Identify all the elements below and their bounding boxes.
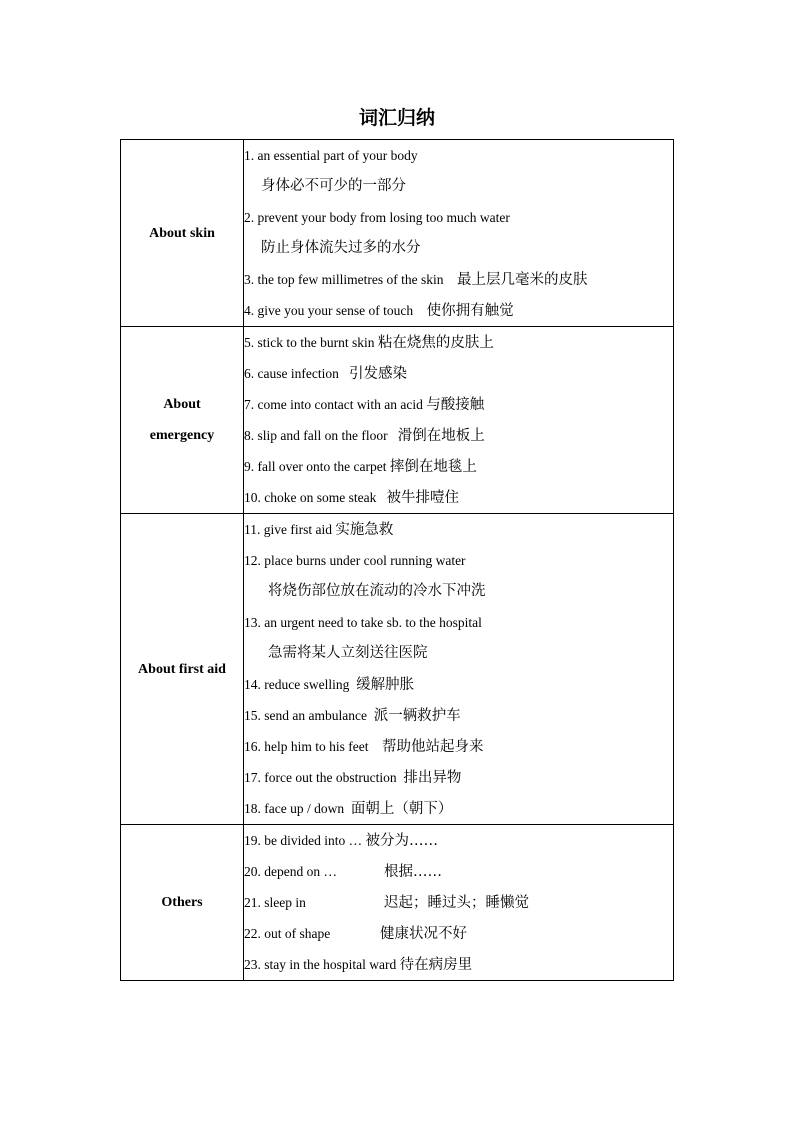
phrase-line: 14. reduce swelling 缓解肿胀: [244, 677, 415, 693]
phrases-cell: [244, 514, 674, 825]
phrase-line: 12. place burns under cool running water: [244, 553, 466, 568]
vocabulary-table: [120, 139, 674, 981]
section-row-skin: [121, 140, 674, 327]
section-row-others: [121, 825, 674, 981]
section-row-emergency: [121, 327, 674, 514]
phrase-line: 18. face up / down 面朝上（朝下）: [244, 801, 453, 817]
category-cell: About emergency: [121, 327, 244, 514]
phrase-line: 7. come into contact with an acid 与酸接触: [244, 397, 485, 413]
phrase-line: 19. be divided into … 被分为……: [244, 833, 438, 849]
phrase-line: 15. send an ambulance 派一辆救护车: [244, 708, 461, 724]
phrase-line: 22. out of shape 健康状况不好: [244, 926, 467, 942]
phrases-cell: [244, 825, 674, 981]
phrase-line: 11. give first aid 实施急救: [244, 522, 394, 538]
phrase-line: 2. prevent your body from losing too much water: [244, 210, 510, 225]
translation-line: 防止身体流失过多的水分: [261, 240, 421, 256]
category-cell: About skin: [121, 140, 244, 327]
phrase-line: 23. stay in the hospital ward 待在病房里: [244, 957, 473, 973]
phrase-line: 9. fall over onto the carpet 摔倒在地毯上: [244, 459, 477, 475]
phrase-line: 6. cause infection 引发感染: [244, 366, 407, 382]
section-row-first-aid: [121, 514, 674, 825]
phrase-line: 4. give you your sense of touch 使你拥有触觉: [244, 303, 514, 319]
phrase-line: 17. force out the obstruction 排出异物: [244, 770, 462, 786]
phrase-line: 13. an urgent need to take sb. to the hospital: [244, 615, 482, 630]
phrase-line: 1. an essential part of your body: [244, 148, 418, 163]
translation-line: 将烧伤部位放在流动的冷水下冲洗: [268, 583, 486, 599]
phrase-line: 3. the top few millimetres of the skin 最上层几毫米的皮肤: [244, 272, 588, 288]
phrase-line: 20. depend on … 根据……: [244, 864, 442, 880]
translation-line: 急需将某人立刻送往医院: [268, 645, 428, 661]
phrase-line: 21. sleep in 迟起；睡过头；睡懒觉: [244, 895, 529, 911]
category-cell: Others: [121, 825, 244, 981]
category-cell: About first aid: [121, 514, 244, 825]
phrase-line: 5. stick to the burnt skin 粘在烧焦的皮肤上: [244, 335, 494, 351]
phrase-line: 8. slip and fall on the floor 滑倒在地板上: [244, 428, 485, 444]
phrases-cell: [244, 327, 674, 514]
phrase-line: 16. help him to his feet 帮助他站起身来: [244, 739, 484, 755]
page-title: 词汇归纳: [358, 107, 435, 129]
translation-line: 身体必不可少的一部分: [261, 178, 406, 194]
phrase-line: 10. choke on some steak 被牛排噎住: [244, 490, 459, 506]
phrases-cell: [244, 140, 674, 327]
